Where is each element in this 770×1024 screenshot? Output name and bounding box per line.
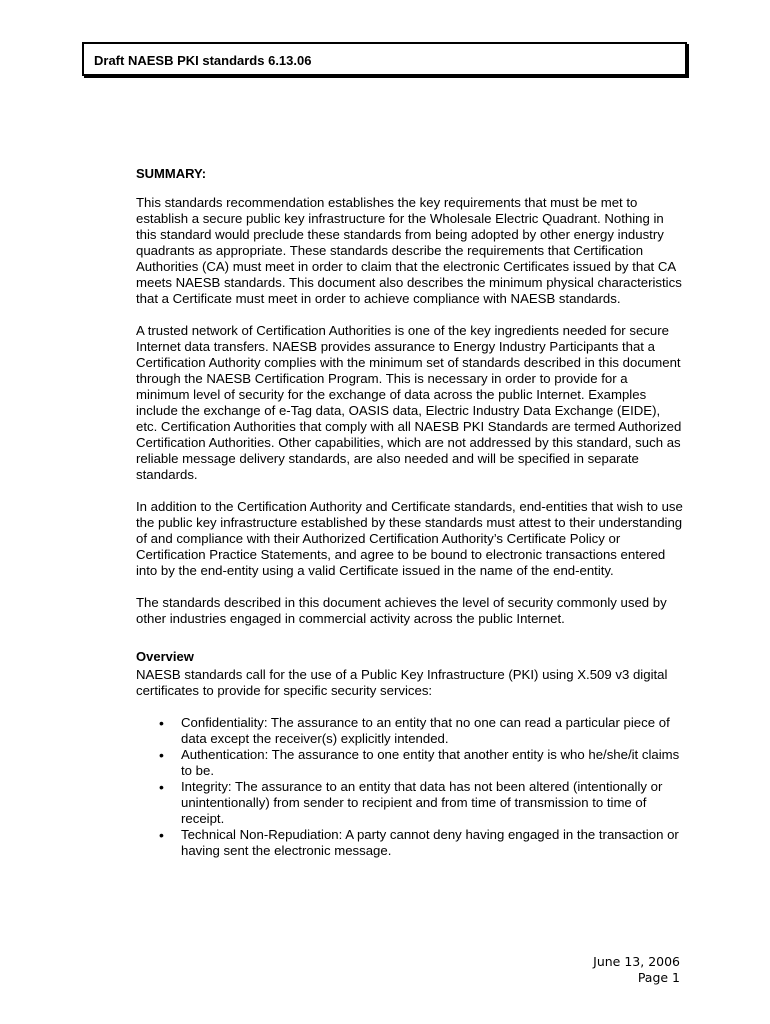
overview-intro: NAESB standards call for the use of a Public Key Infrastructure (PKI) using X.509 v3 digital certificates to provide for specific security services: (136, 667, 668, 698)
summary-paragraph-2: A trusted network of Certification Authorities is one of the key ingredients needed for secure Internet data transfers. NAESB provides assurance to Energy Industry Participants that a Certification Authority complies with the minimum set of standards described in this document through the NAESB Certification Program. This is necessary in order to provide for a minimum level of security for the exchange of data across the public Internet. Examples include the exchange of e-Tag data, OASIS data, Electric Industry Data Exchange (EIDE), etc. Certification Authorities that comply with all NAESB PKI Standards are termed Authorized Certification Authorities. Other capabilities, which are not addressed by this standard, such as reliable message delivery standards, are also needed and will be specified in separate standards. (136, 323, 682, 482)
overview-heading: Overview (136, 649, 194, 664)
bullet-icon: • (159, 827, 164, 843)
bullet-icon: • (159, 747, 164, 763)
list-item-text: Authentication: The assurance to one entity that another entity is who he/she/it claims to be. (181, 747, 680, 778)
summary-paragraph-1: This standards recommendation establishes the key requirements that must be met to establish a secure public key infrastructure for the Wholesale Electric Quadrant. Nothing in this standard would preclude these standards from being adopted by other energy industry quadrants as appropriate. These standards describe the requirements that Certification Authorities (CA) must meet in order to claim that the electronic Certificates issued by that CA meets NAESB standards. This document also describes the minimum physical characteristics that a Certificate must meet in order to achieve compliance with NAESB standards. (136, 195, 682, 306)
document-header-box (82, 42, 687, 76)
summary-paragraph-4: The standards described in this document achieves the level of security commonly used by other industries engaged in commercial activity across the public Internet. (136, 595, 667, 626)
security-services-list (136, 715, 684, 859)
document-title: Draft NAESB PKI standards 6.13.06 (94, 53, 312, 68)
footer-page-number: Page 1 (637, 970, 680, 985)
list-item-text: Integrity: The assurance to an entity that data has not been altered (intentionally or unintentionally) from sender to recipient and from time of transmission to time of receipt. (181, 779, 663, 826)
bullet-icon: • (159, 715, 164, 731)
list-item-text: Technical Non-Repudiation: A party cannot deny having engaged in the transaction or having sent the electronic message. (181, 827, 679, 858)
list-item (136, 827, 684, 859)
bullet-icon: • (159, 779, 164, 795)
footer-date: June 13, 2006 (593, 954, 680, 969)
summary-heading: SUMMARY: (136, 166, 207, 181)
list-item (136, 715, 684, 747)
list-item-text: Confidentiality: The assurance to an entity that no one can read a particular piece of data except the receiver(s) explicitly intended. (181, 715, 670, 746)
list-item (136, 747, 684, 779)
document-body (136, 166, 684, 859)
page-footer (593, 954, 680, 986)
summary-paragraph-3: In addition to the Certification Authority and Certificate standards, end-entities that wish to use the public key infrastructure established by these standards must attest to their understanding of and compliance with their Authorized Certification Authority’s Certificate Policy or Certification Practice Statements, and agree to be bound to electronic transactions entered into by the end-entity using a valid Certificate issued in the name of the end-entity. (136, 499, 683, 578)
list-item (136, 779, 684, 827)
